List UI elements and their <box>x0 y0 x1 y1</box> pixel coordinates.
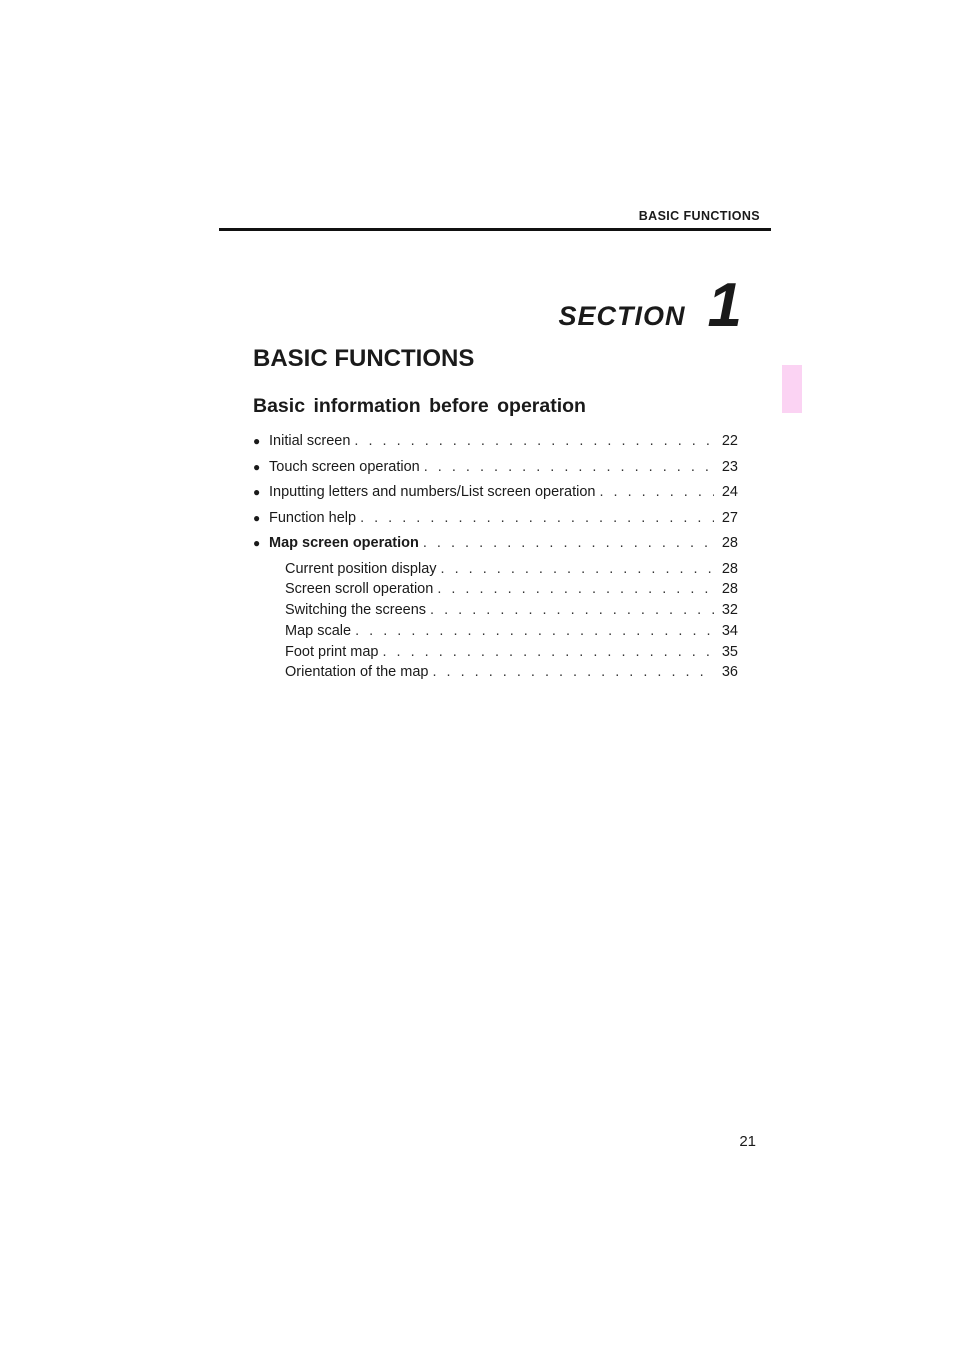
toc-subentry-orientation-of-the-map[interactable] <box>253 664 738 685</box>
toc-label: Initial screen <box>269 433 351 449</box>
bullet-icon: ● <box>253 485 261 499</box>
toc-label: Switching the screens <box>285 602 427 619</box>
toc-entry-initial-screen[interactable] <box>253 433 738 459</box>
toc-subentry-foot-print-map[interactable] <box>253 644 738 665</box>
section-label <box>558 271 743 340</box>
toc-leader-dots <box>354 433 714 449</box>
toc-page: 27 <box>721 509 738 526</box>
toc-label: Current position display <box>285 560 437 577</box>
toc-page: 35 <box>721 643 738 660</box>
toc-leader-dots <box>424 459 714 475</box>
page-title: BASIC FUNCTIONS <box>253 345 475 372</box>
toc-entry-map-screen-operation[interactable] <box>253 535 738 561</box>
toc-label: Foot print map <box>285 643 379 660</box>
toc-label: Touch screen operation <box>269 458 420 475</box>
toc-page: 34 <box>721 622 738 639</box>
toc-entry-inputting-letters[interactable] <box>253 484 738 510</box>
section-number: 1 <box>707 271 742 340</box>
bullet-icon: ● <box>253 510 261 525</box>
toc-leader-dots <box>437 581 714 597</box>
toc-subentry-map-scale[interactable] <box>253 623 738 644</box>
toc-leader-dots <box>432 664 714 680</box>
toc-label: Orientation of the map <box>285 664 429 681</box>
toc-page: 36 <box>721 664 738 681</box>
bullet-icon: ● <box>253 459 261 474</box>
toc-label: Function help <box>269 509 357 526</box>
table-of-contents <box>253 433 738 685</box>
toc-page: 32 <box>721 602 738 619</box>
toc-label: Map screen operation <box>269 535 419 551</box>
toc-entry-function-help[interactable] <box>253 510 738 536</box>
toc-page: 28 <box>721 581 738 598</box>
header-rule <box>219 228 771 231</box>
toc-leader-dots <box>355 623 714 639</box>
bullet-icon: ● <box>253 434 261 448</box>
toc-page: 23 <box>721 458 738 475</box>
page-subtitle: Basic information before operation <box>253 395 586 417</box>
toc-leader-dots <box>383 644 715 660</box>
toc-page: 28 <box>721 560 738 577</box>
toc-leader-dots <box>430 602 714 618</box>
toc-label: Screen scroll operation <box>285 581 434 598</box>
toc-label: Inputting letters and numbers/List screen operation <box>269 484 596 500</box>
toc-subentry-switching-the-screens[interactable] <box>253 602 738 623</box>
toc-leader-dots <box>423 535 714 551</box>
toc-leader-dots <box>441 561 714 577</box>
toc-label: Map scale <box>285 622 352 639</box>
section-thumb-tab <box>782 365 802 413</box>
toc-subentry-screen-scroll-operation[interactable] <box>253 581 738 602</box>
toc-entry-touch-screen-operation[interactable] <box>253 459 738 485</box>
toc-page: 24 <box>721 484 738 500</box>
toc-subentry-current-position-display[interactable] <box>253 561 738 582</box>
toc-leader-dots <box>360 510 714 526</box>
section-word: SECTION <box>558 301 686 331</box>
toc-page: 28 <box>721 535 738 551</box>
running-header: BASIC FUNCTIONS <box>638 209 760 223</box>
bullet-icon: ● <box>253 536 261 550</box>
page-number: 21 <box>739 1133 756 1150</box>
toc-leader-dots <box>599 484 714 500</box>
toc-page: 22 <box>721 433 738 449</box>
